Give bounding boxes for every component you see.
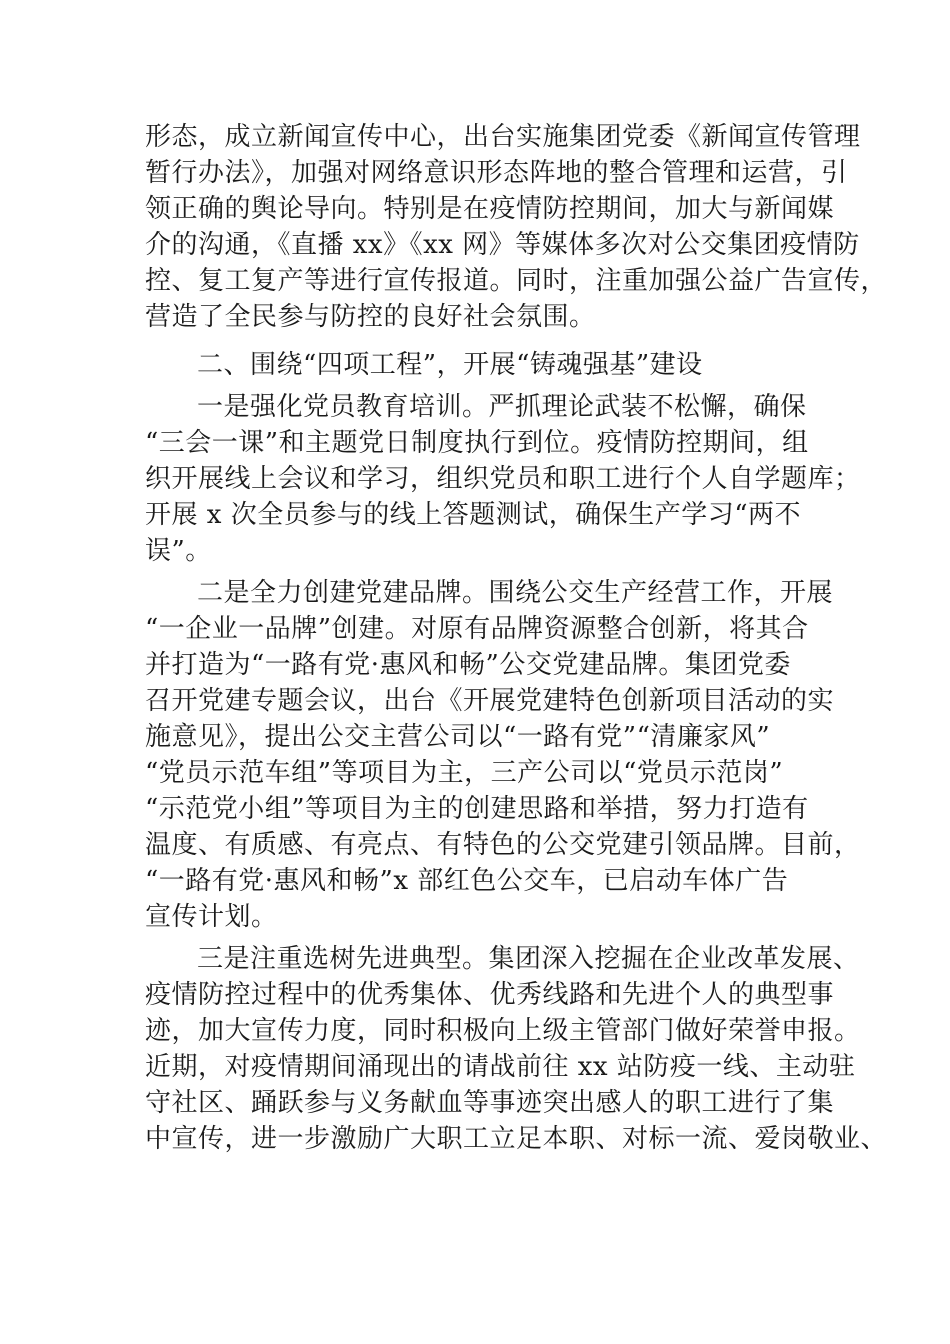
text-line: 开展 x 次全员参与的线上答题测试，确保生产学习“两不 — [145, 500, 801, 530]
text-line: “一路有党·惠风和畅”x 部红色公交车，已启动车体广告 — [145, 866, 789, 896]
text-line: 织开展线上会议和学习，组织党员和职工进行个人自学题库； — [145, 464, 861, 494]
text-line: 并打造为“一路有党·惠风和畅”公交党建品牌。集团党委 — [145, 650, 791, 680]
text-line: “党员示范车组”等项目为主，三产公司以“党员示范岗” — [145, 758, 784, 788]
text-line: “一企业一品牌”创建。对原有品牌资源整合创新，将其合 — [145, 614, 809, 644]
text-line: 领正确的舆论导向。特别是在疫情防控期间，加大与新闻媒 — [145, 194, 835, 224]
text-line: “示范党小组”等项目为主的创建思路和举措，努力打造有 — [145, 794, 809, 824]
text-line: 介的沟通，《直播 xx》《xx 网》等媒体多次对公交集团疫情防 — [145, 230, 860, 260]
text-line: 近期，对疫情期间涌现出的请战前往 xx 站防疫一线、主动驻 — [145, 1052, 856, 1082]
text-line: 守社区、踊跃参与义务献血等事迹突出感人的职工进行了集 — [145, 1088, 835, 1118]
text-line: 营造了全民参与防控的良好社会氛围。 — [145, 302, 596, 332]
text-line: 暂行办法》，加强对网络意识形态阵地的整合管理和运营，引 — [145, 158, 848, 188]
text-line: 二是全力创建党建品牌。围绕公交生产经营工作，开展 — [197, 578, 834, 608]
text-line: 三是注重选树先进典型。集团深入挖掘在企业改革发展、 — [197, 944, 860, 974]
text-line: 形态，成立新闻宣传中心，出台实施集团党委《新闻宣传管理 — [145, 122, 861, 152]
text-line: 召开党建专题会议，出台《开展党建特色创新项目活动的实 — [145, 686, 835, 716]
text-line: 施意见》，提出公交主营公司以“一路有党”“清廉家风” — [145, 722, 771, 752]
text-line: 误”。 — [145, 536, 212, 566]
text-line: 疫情防控过程中的优秀集体、优秀线路和先进个人的典型事 — [145, 980, 835, 1010]
text-line: 迹，加大宣传力度，同时积极向上级主管部门做好荣誉申报。 — [145, 1016, 861, 1046]
text-line: 温度、有质感、有亮点、有特色的公交党建引领品牌。目前， — [145, 830, 861, 860]
text-line: 控、复工复产等进行宣传报道。同时，注重加强公益广告宣传， — [145, 266, 888, 296]
text-line: 中宣传，进一步激励广大职工立足本职、对标一流、爱岗敬业、 — [145, 1124, 888, 1154]
text-line: 一是强化党员教育培训。严抓理论武装不松懈，确保 — [197, 392, 807, 422]
text-line: “三会一课”和主题党日制度执行到位。疫情防控期间，组 — [145, 428, 809, 458]
section-heading: 二、围绕“四项工程”，开展“铸魂强基”建设 — [197, 350, 703, 380]
text-line: 宣传计划。 — [145, 902, 278, 932]
